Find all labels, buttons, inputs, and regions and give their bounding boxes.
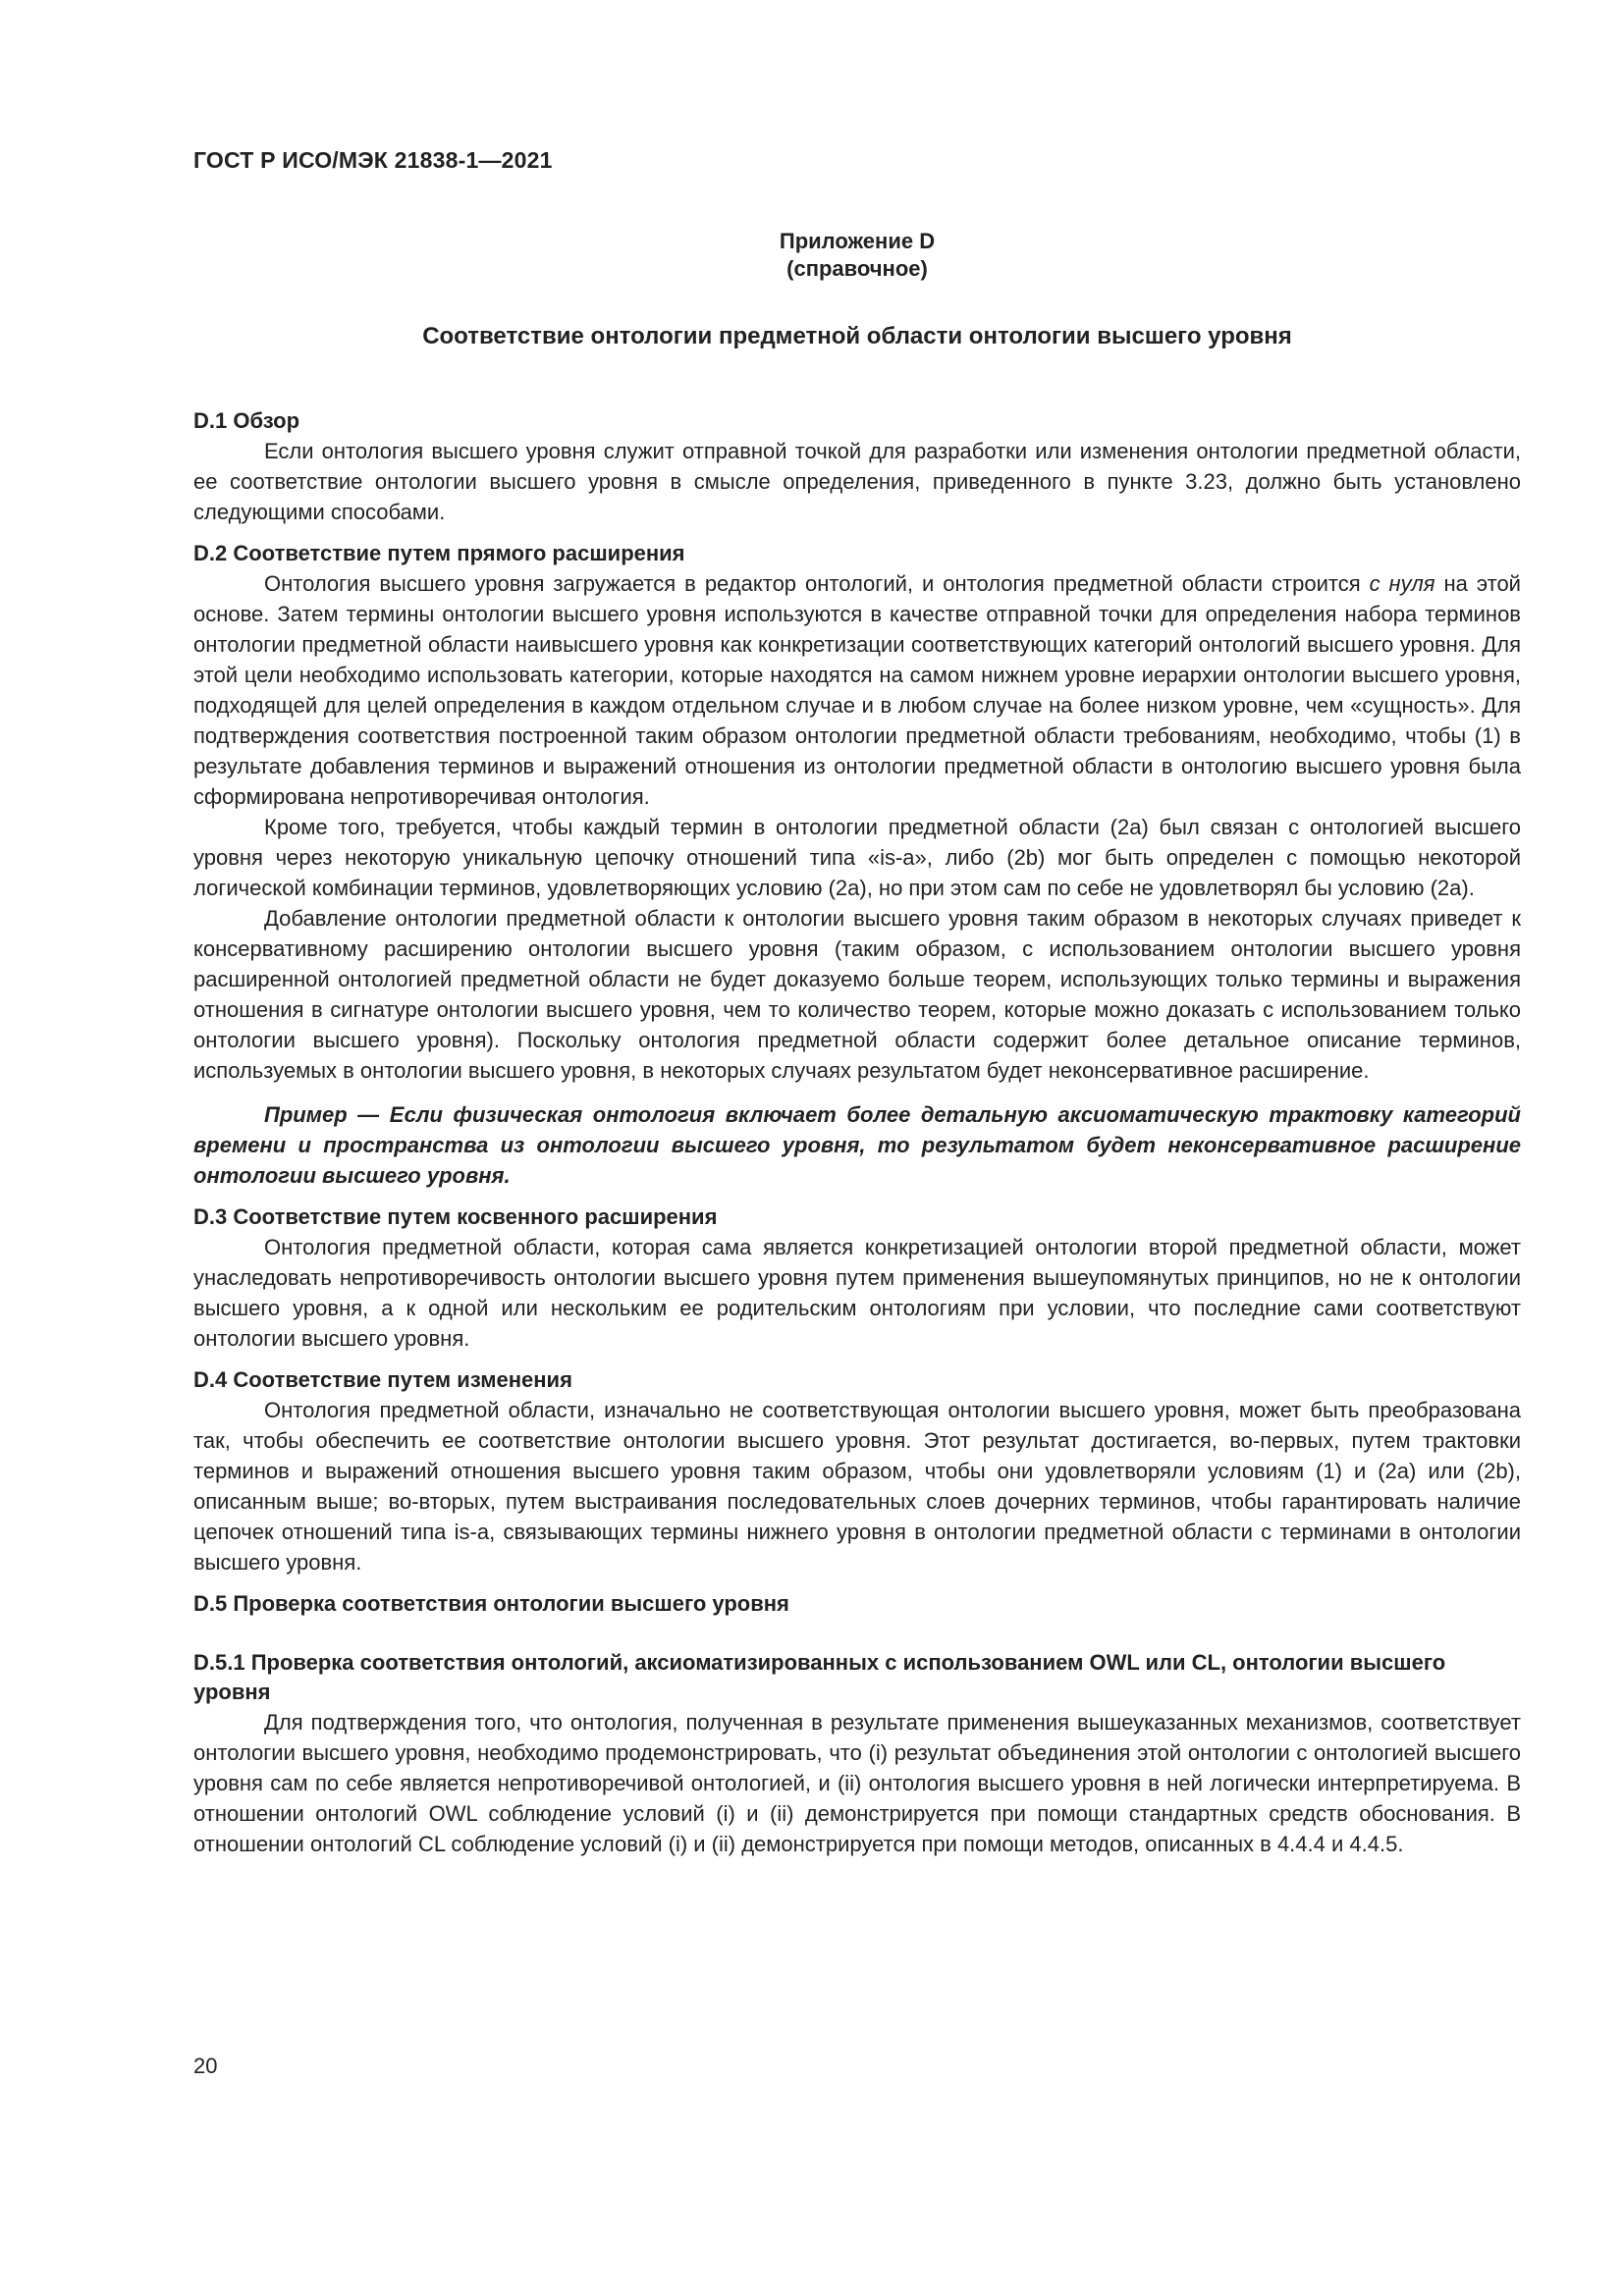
section-d1-paragraph: Если онтология высшего уровня служит отправной точкой для разработки или изменения онтологии предметной области, ее соответствие онтологии высшего уровня в смысле определения, приведенного в пункте 3.23, должно быть установлено следующими способами. <box>193 439 1521 524</box>
section-d2-paragraph-3: Добавление онтологии предметной области к онтологии высшего уровня таким образом в некоторых случаях приведет к консервативному расширению онтологии высшего уровня (таким образом, с использованием онтологии высшего уровня расширенной онтологией предметной области не будет доказуемо больше теорем, использующих только термины и выражения отношения в сигнатуре онтологии высшего уровня, чем то количество теорем, которые можно доказать с использованием только онтологии высшего уровня). Поскольку онтология предметной области содержит более детальное описание терминов, используемых в онтологии высшего уровня, в некоторых случаях результатом будет неконсервативное расширение. <box>193 906 1521 1083</box>
example-note: Пример — Если физическая онтология включает более детальную аксиоматическую трактовку категорий времени и пространства из онтологии высшего уровня, то результатом будет неконсервативное расширение онтологии высшего уровня. <box>193 1102 1521 1188</box>
section-d51-paragraph: Для подтверждения того, что онтология, полученная в результате применения вышеуказанных механизмов, соответствует онтологии высшего уровня, необходимо продемонстрировать, что (i) результат объединения этой онтологии с онтологией высшего уровня сам по себе является непротиворечивой онтологией, и (ii) онтология высшего уровня в ней логически интерпретируема. В отношении онтологий OWL соблюдение условий (i) и (ii) демонстрируется при помощи стандартных средств обоснования. В отношении онтологий CL соблюдение условий (i) и (ii) демонстрируется при помощи методов, описанных в 4.4.4 и 4.4.5. <box>193 1710 1521 1856</box>
section-d5-heading: D.5 Проверка соответствия онтологии высшего уровня <box>193 1591 789 1616</box>
section-d2-paragraph-2: Кроме того, требуется, чтобы каждый термин в онтологии предметной области (2a) был связан с онтологией высшего уровня через некоторую уникальную цепочку отношений типа «is-a», либо (2b) мог быть определен с помощью некоторой логической комбинации терминов, удовлетворяющих условию (2a), но при этом сам по себе не удовлетворял бы условию (2a). <box>193 815 1521 900</box>
section-d3-paragraph: Онтология предметной области, которая сама является конкретизацией онтологии второй предметной области, может унаследовать непротиворечивость онтологии высшего уровня путем применения вышеупомянутых принципов, но не к онтологии высшего уровня, а к одной или нескольким ее родительским онтологиям при условии, что последние сами соответствуют онтологии высшего уровня. <box>193 1235 1521 1351</box>
section-d51-heading: D.5.1 Проверка соответствия онтологий, аксиоматизированных с использованием OWL или CL, онтологии высшего уровня <box>193 1650 1446 1704</box>
section-d2-paragraph-1 <box>193 568 1521 812</box>
section-d1-heading: D.1 Обзор <box>193 408 300 433</box>
section-d4-paragraph: Онтология предметной области, изначально не соответствующая онтологии высшего уровня, может быть преобразована так, чтобы обеспечить ее соответствие онтологии высшего уровня. Этот результат достигается, во-первых, путем трактовки терминов и выражений отношения высшего уровня таким образом, чтобы они удовлетворяли условиям (1) и (2a) или (2b), описанным выше; во-вторых, путем выстраивания последовательных слоев дочерних терминов, чтобы гарантировать наличие цепочек отношений типа is-a, связывающих термины нижнего уровня в онтологии предметной области с терминами в онтологии высшего уровня. <box>193 1398 1521 1575</box>
annex-title: Соответствие онтологии предметной области онтологии высшего уровня <box>422 323 1292 349</box>
annex-kind: (справочное) <box>786 256 928 281</box>
page-number: 20 <box>193 2054 218 2078</box>
section-d3-heading: D.3 Соответствие путем косвенного расширения <box>193 1204 718 1229</box>
section-d2-p1-rest: на этой основе. Затем термины онтологии высшего уровня используются в качестве отправной точки для определения набора терминов онтологии предметной области наивысшего уровня как конкретизации соответствующих категорий онтологий высшего уровня. Для этой цели необходимо использовать категории, которые находятся на самом нижнем уровне иерархии онтологии высшего уровня, подходящей для целей определения в каждом отдельном случае и в любом случае на более низком уровне, чем «сущность». Для подтверждения соответствия построенной таким образом онтологии предметной области требованиям, необходимо, чтобы (1) в результате добавления терминов и выражений отношения из онтологии предметной области в онтологию высшего уровня была сформирована непротиворечивая онтология. <box>193 571 1521 809</box>
section-d2-p1-start: Онтология высшего уровня загружается в редактор онтологий, и онтология предметной области строится <box>264 571 1370 596</box>
annex-label: Приложение D <box>779 229 936 253</box>
section-d2-p1-italic: с нуля <box>1369 571 1435 596</box>
document-body <box>193 228 1521 1859</box>
document-header: ГОСТ Р ИСО/МЭК 21838-1—2021 <box>193 147 553 173</box>
section-d2-heading: D.2 Соответствие путем прямого расширения <box>193 541 685 565</box>
section-d4-heading: D.4 Соответствие путем изменения <box>193 1367 572 1392</box>
